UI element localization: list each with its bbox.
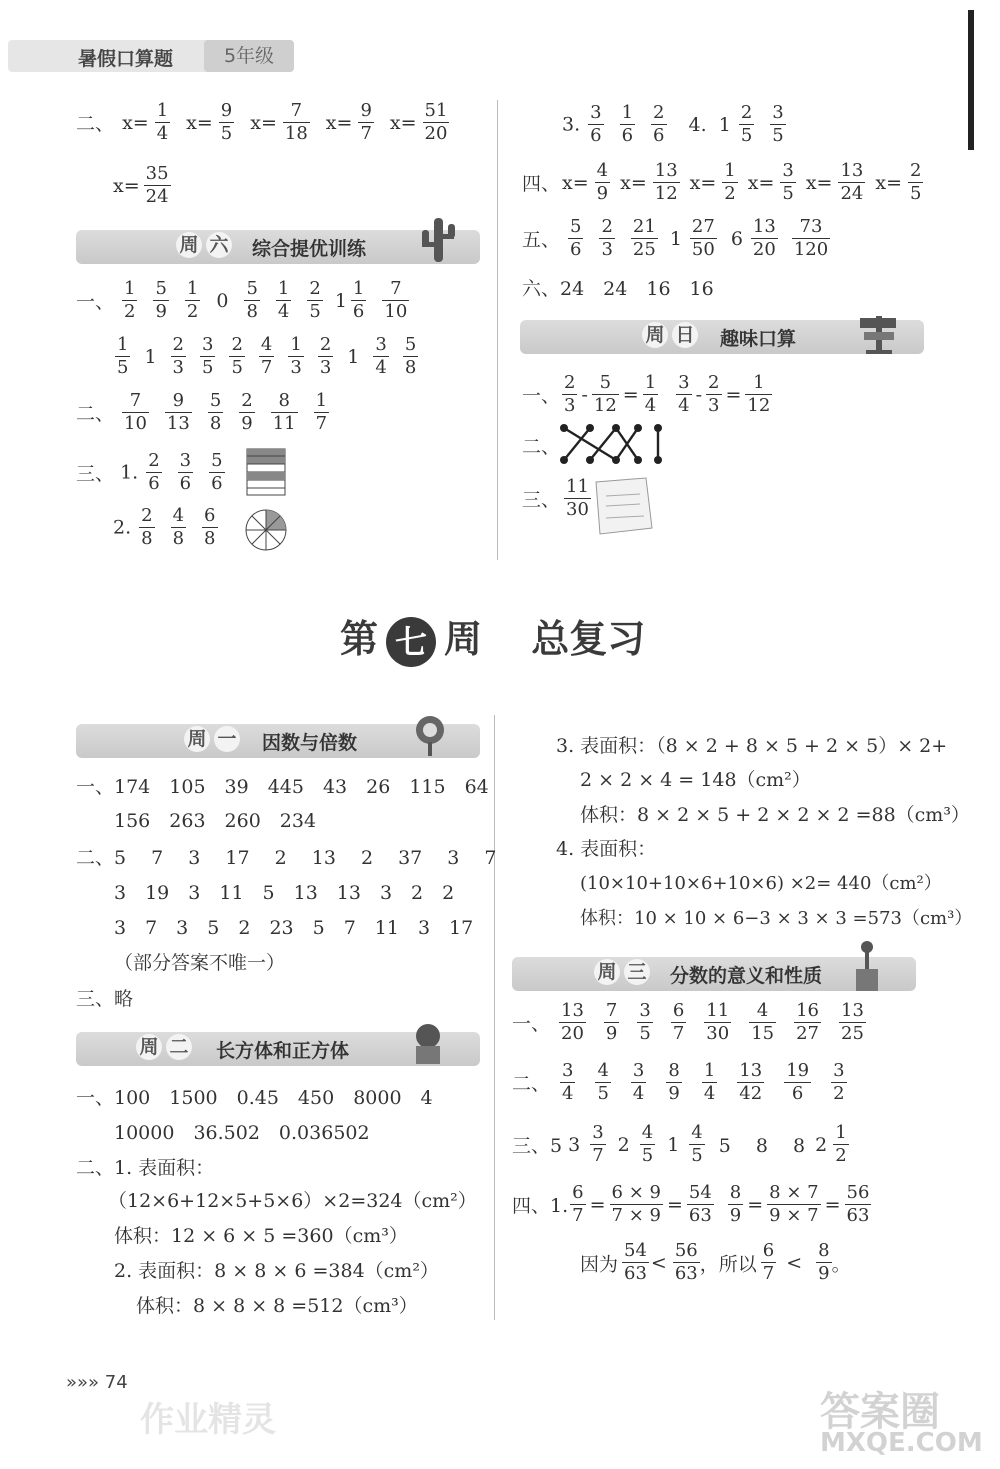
fraction: $\frac{73}{120}$	[793, 216, 829, 260]
math-text: x=	[122, 111, 149, 134]
fraction: $\frac{4}{9}$	[596, 160, 609, 204]
section-title: 长方体和正方体	[216, 1040, 350, 1062]
math-text: 1	[667, 1133, 680, 1156]
title-main: 总复习	[531, 617, 646, 661]
wed-row-3	[512, 1122, 849, 1167]
fraction: $\frac{7}{10}$	[384, 278, 408, 322]
math-text: =	[824, 1193, 841, 1216]
fraction: $\frac{8 \times 7}{9 \times 7}$	[769, 1182, 819, 1226]
fraction: $\frac{5}{12}$	[593, 372, 617, 416]
day-badge-2: 六	[206, 232, 232, 258]
answer-value: 1	[718, 113, 731, 136]
mon-line-6: （部分答案不唯一）	[114, 952, 286, 974]
math-text: x=	[250, 111, 277, 134]
fraction: $\frac{19}{6}$	[786, 1060, 810, 1104]
section-label: 二、	[76, 403, 115, 425]
day-badge: 周	[594, 959, 620, 985]
rm-line-1: 3. 表面积：（8 × 2 + 8 × 5 + 2 × 5）× 2+	[556, 735, 948, 757]
day-badge: 周	[642, 322, 668, 348]
math-text: =	[589, 1193, 606, 1216]
answer-row-er-cont	[113, 163, 171, 208]
fraction: $\frac{2}{5}$	[740, 102, 753, 146]
mon-line-1: 一、174 105 39 445 43 26 115 64	[76, 776, 489, 798]
math-text: 1	[347, 345, 360, 368]
section-label: 一、	[522, 385, 561, 407]
math-text: 0	[216, 289, 229, 312]
fraction: $\frac{51}{20}$	[424, 100, 448, 144]
grade-label: 5年级	[204, 40, 294, 72]
math-text: x=	[875, 171, 903, 194]
rm-line-5: (10×10+10×6+10×6) ×2= 440（cm²）	[580, 873, 942, 894]
section-header-saturday	[76, 230, 480, 264]
fraction: $\frac{1}{4}$	[703, 1060, 716, 1104]
right-row-wu	[522, 216, 830, 261]
section-title: 综合提优训练	[252, 238, 367, 260]
wed-row-5	[580, 1240, 851, 1285]
fraction: $\frac{7}{9}$	[605, 1000, 618, 1044]
fraction: $\frac{5}{6}$	[570, 216, 582, 260]
math-text: -	[581, 383, 588, 406]
fraction: $\frac{2}{3}$	[564, 372, 576, 416]
fraction: $\frac{1}{12}$	[747, 372, 771, 416]
math-text: 5 8 8	[718, 1135, 806, 1157]
fraction: $\frac{3}{5}$	[639, 1000, 651, 1044]
math-text: 6	[730, 227, 743, 250]
math-text: 2	[815, 1133, 828, 1156]
flower-icon	[408, 712, 452, 760]
watermark-logo: 答案圈	[820, 1389, 940, 1435]
fraction: $\frac{13}{24}$	[840, 160, 864, 204]
math-text: 1	[144, 345, 157, 368]
fraction: $\frac{2}{8}$	[141, 505, 153, 549]
section-label: 五、	[522, 229, 561, 251]
fraction: $\frac{2}{5}$	[231, 334, 243, 378]
fraction: $\frac{2}{3}$	[319, 334, 332, 378]
fraction: $\frac{2}{9}$	[241, 390, 253, 434]
book-tab	[8, 40, 293, 72]
math-text: x=	[747, 171, 775, 194]
tue-line-3: 二、1. 表面积：	[76, 1157, 215, 1179]
section-header-sunday	[520, 320, 924, 354]
fraction: $\frac{4}{5}$	[641, 1122, 654, 1166]
sun-row-1	[522, 372, 774, 417]
fraction: $\frac{54}{63}$	[624, 1240, 647, 1284]
fraction: $\frac{8}{9}$	[668, 1060, 680, 1104]
fraction: $\frac{3}{4}$	[632, 1060, 645, 1104]
math-text: x=	[805, 171, 833, 194]
rm-line-3: 体积：8 × 2 × 5 + 2 × 2 × 2 =88（cm³）	[580, 804, 970, 826]
sat-row-5	[113, 505, 226, 550]
math-text: 。	[831, 1253, 851, 1275]
math-text: x=	[113, 174, 140, 197]
math-text: 3	[568, 1133, 581, 1156]
cactus-icon	[416, 214, 460, 266]
fraction: $\frac{2}{6}$	[148, 450, 160, 494]
section-label: 四、1.	[512, 1195, 569, 1217]
fraction: $\frac{9}{13}$	[166, 390, 190, 434]
mon-line-4: 3 19 3 11 5 13 13 3 2 2	[114, 882, 455, 904]
fraction: $\frac{3}{5}$	[782, 160, 794, 204]
math-text: x=	[689, 171, 717, 194]
section-label: 二、	[522, 436, 561, 458]
fraction: $\frac{9}{5}$	[220, 100, 233, 144]
math-text: 1	[334, 289, 347, 312]
math-text: x=	[325, 111, 353, 134]
section-label: 二、	[512, 1073, 551, 1095]
math-text: 因为	[580, 1253, 619, 1275]
fraction: $\frac{21}{25}$	[632, 216, 656, 260]
math-text: x=	[562, 171, 589, 194]
rm-line-2: 2 × 2 × 4 = 148（cm²）	[580, 769, 811, 791]
math-text: x=	[620, 171, 647, 194]
fraction: $\frac{5}{6}$	[211, 450, 223, 494]
fraction: $\frac{3}{6}$	[590, 102, 602, 146]
fraction: $\frac{13}{20}$	[561, 1000, 584, 1044]
tue-line-5: 体积：12 × 6 × 5 =360（cm³）	[114, 1225, 408, 1247]
watermark-text: 作业精灵	[140, 1400, 276, 1440]
math-text: <	[650, 1251, 667, 1274]
fraction: $\frac{7}{18}$	[284, 100, 308, 144]
week-number-badge: 七	[386, 617, 436, 667]
fraction: $\frac{2}{3}$	[601, 216, 613, 260]
fraction: $\frac{11}{30}$	[706, 1000, 730, 1044]
wed-row-2	[512, 1060, 857, 1105]
fraction: $\frac{4}{5}$	[691, 1122, 703, 1166]
section-title: 分数的意义和性质	[670, 965, 823, 987]
sat-row-4	[76, 450, 233, 495]
fraction: $\frac{6}{7}$	[672, 1000, 685, 1044]
fraction: $\frac{6 \times 9}{7 \times 9}$	[611, 1182, 661, 1226]
column-divider-top	[497, 100, 498, 560]
math-text: -	[695, 383, 703, 406]
fraction: $\frac{6}{7}$	[572, 1182, 584, 1226]
math-text: =	[725, 383, 742, 406]
fraction: $\frac{11}{30}$	[566, 476, 589, 520]
fraction: $\frac{3}{4}$	[678, 372, 690, 416]
watermark-site: MXQE.COM	[820, 1428, 983, 1458]
item-number: 1.	[120, 461, 139, 484]
tue-line-2: 10000 36.502 0.036502	[114, 1122, 370, 1144]
fraction: $\frac{13}{25}$	[841, 1000, 864, 1044]
title-prefix: 第	[340, 617, 379, 661]
sat-row-1	[76, 278, 417, 323]
signpost-icon	[856, 308, 902, 356]
day-badge: 周	[136, 1034, 162, 1060]
fraction: $\frac{8}{11}$	[272, 390, 296, 434]
pie-circle-figure	[244, 508, 288, 552]
fraction: $\frac{1}{3}$	[290, 334, 302, 378]
fraction: $\frac{5}{9}$	[155, 278, 167, 322]
item-number: 4.	[688, 113, 707, 136]
mon-line-5: 3 7 3 5 2 23 5 7 11 3 17	[114, 917, 474, 939]
item-number: 2.	[113, 516, 132, 539]
fraction: $\frac{56}{63}$	[846, 1182, 870, 1226]
fraction: $\frac{8}{9}$	[729, 1182, 742, 1226]
fraction: $\frac{1}{2}$	[186, 278, 199, 322]
day-badge: 周	[184, 726, 210, 752]
section-title: 趣味口算	[720, 328, 797, 350]
fraction: $\frac{1}{4}$	[156, 100, 169, 144]
section-label: 三、	[522, 489, 561, 511]
fraction: $\frac{4}{15}$	[751, 1000, 775, 1044]
fraction: $\frac{3}{4}$	[375, 334, 387, 378]
flower-pot-icon	[850, 939, 884, 995]
fraction: $\frac{5}{8}$	[404, 334, 417, 378]
sun-row-2	[522, 432, 560, 459]
fraction: $\frac{2}{3}$	[172, 334, 184, 378]
fraction: $\frac{13}{20}$	[752, 216, 776, 260]
page-number-value: 74	[104, 1372, 128, 1393]
day-badge-2: 三	[624, 959, 650, 985]
fraction: $\frac{13}{42}$	[739, 1060, 763, 1104]
tue-line-6: 2. 表面积：8 × 8 × 6 =384（cm²）	[114, 1260, 439, 1282]
dot-matching-figure	[556, 422, 666, 466]
section-label: 三、5	[512, 1135, 563, 1157]
book-title: 暑假口算题	[78, 48, 174, 70]
column-divider-bottom	[494, 715, 495, 1320]
math-text: <	[786, 1251, 803, 1274]
sun-row-3	[522, 476, 591, 521]
fraction: $\frac{6}{8}$	[204, 505, 216, 549]
potted-plant-icon	[406, 1022, 450, 1068]
day-badge-2: 二	[166, 1034, 192, 1060]
fraction: $\frac{1}{6}$	[352, 278, 365, 322]
fraction: $\frac{1}{5}$	[117, 334, 129, 378]
section-label: 一、	[76, 291, 115, 313]
fraction: $\frac{1}{6}$	[621, 102, 634, 146]
fraction: $\frac{6}{7}$	[762, 1240, 775, 1284]
math-text: =	[666, 1193, 683, 1216]
fraction: $\frac{2}{6}$	[653, 102, 665, 146]
rm-line-6: 体积：10 × 10 × 6−3 × 3 × 3 =573（cm³）	[580, 908, 973, 929]
section-header-tuesday	[76, 1032, 480, 1066]
section-header-monday	[76, 724, 480, 758]
fraction: $\frac{2}{5}$	[910, 160, 922, 204]
fraction: $\frac{13}{12}$	[654, 160, 678, 204]
fraction: $\frac{8}{9}$	[818, 1240, 830, 1284]
right-row-3-4	[562, 102, 794, 147]
section-title: 因数与倍数	[262, 732, 358, 754]
fraction: $\frac{3}{2}$	[833, 1060, 845, 1104]
fraction: $\frac{16}{27}$	[796, 1000, 819, 1044]
sat-row-3	[76, 390, 337, 435]
fraction: $\frac{3}{6}$	[179, 450, 192, 494]
fraction: $\frac{35}{24}$	[145, 163, 169, 207]
fraction: $\frac{9}{7}$	[360, 100, 372, 144]
fraction: $\frac{4}{5}$	[597, 1060, 609, 1104]
section-label: 三、	[76, 463, 115, 485]
page-edge-bar	[968, 10, 974, 150]
math-text: x=	[186, 111, 213, 134]
fraction: $\frac{4}{8}$	[172, 505, 185, 549]
right-row-liu: 六、24 24 16 16	[522, 278, 714, 300]
wed-row-4	[512, 1182, 873, 1227]
title-suffix: 周	[444, 617, 483, 661]
math-text: x=	[389, 111, 417, 134]
fraction: $\frac{5}{8}$	[246, 278, 258, 322]
tue-line-7: 体积：8 × 8 × 8 =512（cm³）	[136, 1295, 418, 1317]
striped-rectangle-figure	[246, 448, 286, 496]
day-badge: 周	[176, 232, 202, 258]
fraction: $\frac{56}{63}$	[674, 1240, 698, 1284]
fraction: $\frac{3}{7}$	[592, 1122, 604, 1166]
fraction: $\frac{5}{8}$	[209, 390, 222, 434]
math-text: ，所以	[699, 1253, 757, 1275]
math-text: =	[622, 383, 639, 406]
fraction: $\frac{7}{10}$	[124, 390, 147, 434]
fraction: $\frac{54}{63}$	[688, 1182, 712, 1226]
fraction: $\frac{3}{5}$	[202, 334, 214, 378]
section-label: 一、	[512, 1013, 551, 1035]
day-badge-2: 日	[672, 322, 698, 348]
tue-line-4: （12×6+12×5+5×6）×2=324（cm²）	[108, 1190, 477, 1212]
section-label: 二、	[76, 113, 115, 135]
fraction: $\frac{3}{4}$	[562, 1060, 574, 1104]
mon-line-2: 156 263 260 234	[114, 810, 317, 832]
fraction: $\frac{1}{7}$	[315, 390, 328, 434]
fraction: $\frac{1}{4}$	[644, 372, 657, 416]
fraction: $\frac{1}{2}$	[724, 160, 736, 204]
right-row-si	[522, 160, 931, 205]
math-text: =	[747, 1193, 764, 1216]
fraction: $\frac{1}{2}$	[124, 278, 136, 322]
fraction: $\frac{2}{5}$	[309, 278, 321, 322]
section-label: 四、	[522, 173, 561, 195]
rm-line-4: 4. 表面积：	[556, 838, 657, 860]
fraction: $\frac{27}{50}$	[691, 216, 715, 260]
tue-line-1: 一、100 1500 0.45 450 8000 4	[76, 1087, 433, 1109]
page-number: »»» 74	[66, 1372, 128, 1393]
item-number: 3.	[562, 113, 581, 136]
fraction: $\frac{3}{5}$	[772, 102, 784, 146]
fraction: $\frac{1}{2}$	[835, 1122, 847, 1166]
math-text: 2	[617, 1133, 630, 1156]
day-badge-2: 一	[214, 726, 240, 752]
sat-row-2	[108, 334, 425, 379]
math-text: 1	[669, 227, 682, 250]
answer-row-er	[76, 100, 463, 145]
fraction: $\frac{2}{3}$	[708, 372, 720, 416]
fraction: $\frac{1}{4}$	[277, 278, 290, 322]
section-header-wednesday	[512, 957, 916, 991]
stamp-card-icon	[590, 476, 656, 538]
fraction: $\frac{4}{7}$	[260, 334, 273, 378]
mon-line-3: 二、5 7 3 17 2 13 2 37 3 7	[76, 847, 497, 869]
mon-line-7: 三、略	[76, 988, 134, 1010]
week-title	[340, 608, 645, 667]
wed-row-1	[512, 1000, 875, 1045]
